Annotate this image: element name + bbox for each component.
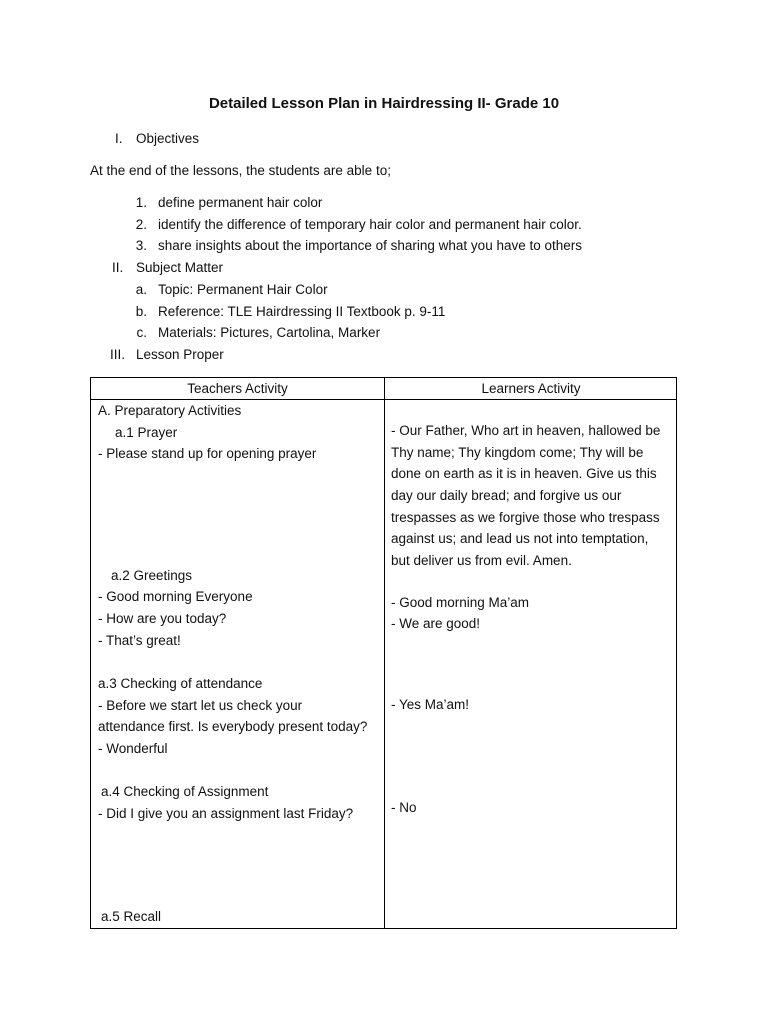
learner-line: but deliver us from evil. Amen.: [391, 553, 572, 568]
lesson-proper-heading: Lesson Proper: [136, 347, 224, 362]
subject-item: Reference: TLE Hairdressing II Textbook p. 9-11: [158, 304, 446, 319]
teacher-line: - Before we start let us check your: [98, 698, 303, 713]
teacher-subheading: a.3 Checking of attendance: [98, 676, 263, 691]
teacher-subheading: a.2 Greetings: [111, 568, 193, 583]
teachers-activity-header: Teachers Activity: [187, 381, 288, 396]
learner-line: - Good morning Ma’am: [391, 595, 530, 610]
objectives-heading: Objectives: [136, 131, 200, 146]
document-title: Detailed Lesson Plan in Hairdressing II- Grade 10: [208, 95, 560, 112]
subject-matter-heading: Subject Matter: [136, 260, 224, 275]
learner-line: - We are good!: [391, 616, 481, 631]
learner-line: - Our Father, Who art in heaven, hallowed be: [391, 423, 661, 438]
objectives-numeral: I.: [115, 131, 123, 146]
teacher-line: - Did I give you an assignment last Friday?: [98, 806, 354, 821]
learners-activity-header: Learners Activity: [481, 381, 581, 396]
learner-line: - No: [391, 800, 417, 815]
teacher-section-heading: A. Preparatory Activities: [98, 403, 242, 418]
teacher-subheading: a.1 Prayer: [115, 425, 178, 440]
learner-line: trespasses as we forgive those who trespass: [391, 510, 660, 525]
objective-item: identify the difference of temporary hair color and permanent hair color.: [158, 217, 582, 232]
lesson-proper-numeral: III.: [110, 347, 126, 362]
table-header-row: [91, 378, 676, 400]
learner-line: done on earth as it is in heaven. Give us this: [391, 466, 657, 481]
activity-table: [90, 377, 677, 929]
teacher-line: - That’s great!: [98, 633, 181, 648]
subject-item: Topic: Permanent Hair Color: [158, 282, 328, 297]
learner-line: against us; and lead us not into temptation,: [391, 531, 649, 546]
learner-line: day our daily bread; and forgive us our: [391, 488, 622, 503]
objective-number: 2.: [135, 217, 147, 232]
learner-line: Thy name; Thy kingdom come; Thy will be: [391, 445, 644, 460]
teacher-line: attendance first. Is everybody present today?: [98, 719, 368, 734]
subject-item-letter: a.: [135, 282, 147, 297]
teacher-line: - Wonderful: [98, 741, 168, 756]
subject-item-letter: b.: [135, 304, 147, 319]
teacher-subheading: a.5 Recall: [101, 909, 162, 924]
subject-matter-numeral: II.: [112, 260, 124, 275]
teacher-line: - Please stand up for opening prayer: [98, 446, 317, 461]
subject-item: Materials: Pictures, Cartolina, Marker: [158, 325, 381, 340]
teacher-line: - How are you today?: [98, 611, 227, 626]
learner-line: - Yes Ma’am!: [391, 697, 470, 712]
objective-number: 3.: [135, 238, 147, 253]
objective-item: define permanent hair color: [158, 195, 323, 210]
objectives-intro: At the end of the lessons, the students are able to;: [90, 163, 391, 178]
teacher-line: - Good morning Everyone: [98, 589, 253, 604]
column-divider: [384, 378, 385, 928]
teacher-subheading: a.4 Checking of Assignment: [101, 784, 269, 799]
subject-item-letter: c.: [136, 325, 147, 340]
objective-number: 1.: [135, 195, 147, 210]
objective-item: share insights about the importance of sharing what you have to others: [158, 238, 583, 253]
